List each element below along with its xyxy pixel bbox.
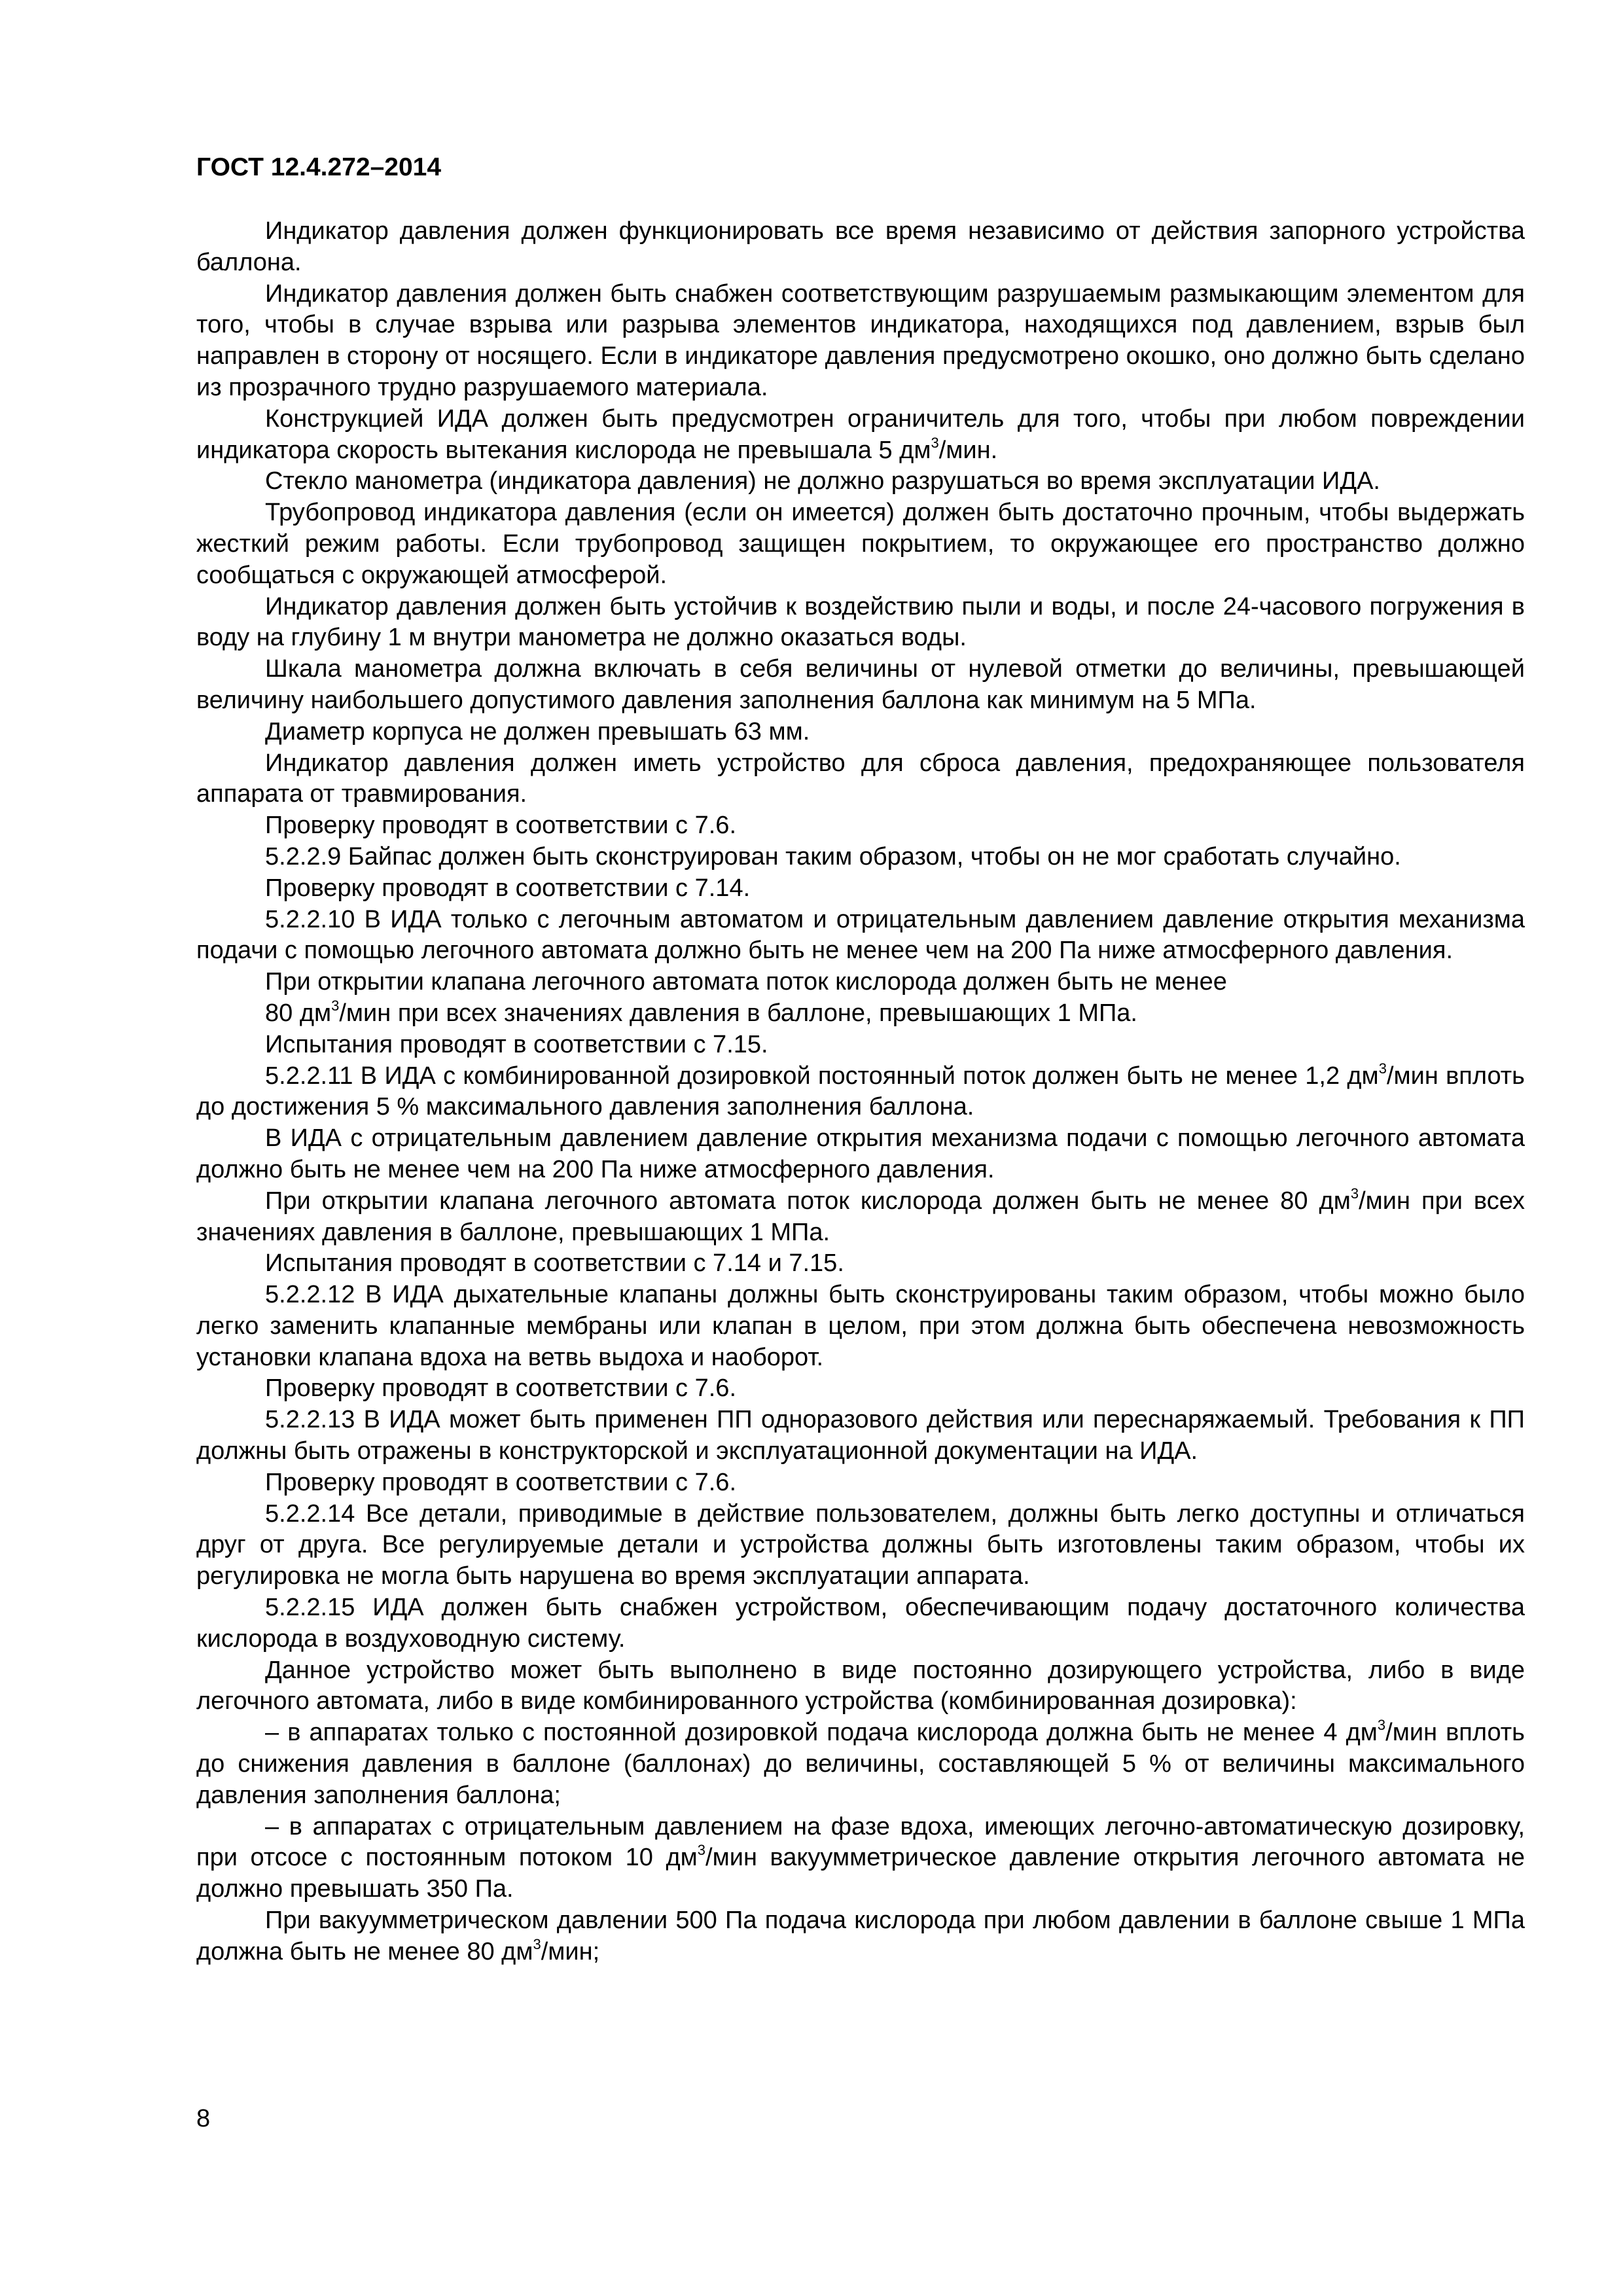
body-paragraph: 5.2.2.14 Все детали, приводимые в действие пользователем, должны быть легко доступны и отличаться друг от друга. Все регулируемые детали и устройства должны быть изготовлены таким образом, чтобы их регулировка не могла быть нарушена во время эксплуатации аппарата.	[196, 1499, 1525, 1590]
superscript-cubed: 3	[1378, 1060, 1387, 1077]
paragraph-text: /мин вплоть до достижения 5 % максимального давления заполнения баллона.	[196, 1062, 1525, 1121]
body-paragraph: 5.2.2.12 В ИДА дыхательные клапаны должны быть сконструированы таким образом, чтобы можно было легко заменить клапанные мембраны или клапан в целом, при этом должна быть обеспечена невозможность установки клапана вдоха на ветвь выдоха и наоборот.	[196, 1281, 1525, 1371]
paragraph-text: /мин при всех значениях давления в баллоне, превышающих 1 МПа.	[339, 999, 1137, 1027]
body-paragraph: Проверку проводят в соответствии с 7.14.	[265, 874, 751, 902]
body-paragraph: Стекло манометра (индикатора давления) не должно разрушаться во время эксплуатации ИДА.	[265, 467, 1380, 495]
body-paragraph: Проверку проводят в соответствии с 7.6.	[265, 1374, 736, 1403]
body-paragraph: 5.2.2.15 ИДА должен быть снабжен устройством, обеспечивающим подачу достаточного количества кислорода в воздуховодную систему.	[196, 1594, 1525, 1653]
document-body	[196, 216, 1525, 1968]
body-paragraph	[196, 998, 1525, 1030]
body-paragraph	[196, 1905, 1525, 1968]
body-paragraph: Проверку проводят в соответствии с 7.6.	[265, 812, 736, 840]
superscript-cubed: 3	[931, 434, 939, 451]
superscript-cubed: 3	[1350, 1185, 1359, 1202]
superscript-cubed: 3	[697, 1842, 706, 1859]
paragraph-text: /мин вплоть до снижения давления в баллоне (баллонах) до величины, составляющей 5 % от величины максимального давления заполнения баллона;	[196, 1719, 1525, 1809]
body-paragraph: 5.2.2.13 В ИДА может быть применен ПП одноразового действия или переснаряжаемый. Требования к ПП должны быть отражены в конструкторской и эксплуатационной документации на ИДА.	[196, 1406, 1525, 1465]
body-paragraph: Диаметр корпуса не должен превышать 63 мм.	[265, 717, 810, 745]
paragraph-text: /мин.	[938, 436, 998, 464]
body-paragraph: При открытии клапана легочного автомата поток кислорода должен быть не менее	[265, 968, 1227, 996]
body-paragraph	[196, 1812, 1525, 1905]
body-paragraph: Индикатор давления должен функционировать все время независимо от действия запорного устройства баллона.	[196, 217, 1525, 276]
body-paragraph: Данное устройство может быть выполнено в виде постоянно дозирующего устройства, либо в виде легочного автомата, либо в виде комбинированного устройства (комбинированная дозировка):	[196, 1656, 1525, 1715]
body-paragraph	[196, 1717, 1525, 1811]
body-paragraph: Шкала манометра должна включать в себя величины от нулевой отметки до величины, превышающей величину наибольшего допустимого давления заполнения баллона как минимум на 5 МПа.	[196, 655, 1525, 714]
body-paragraph: В ИДА с отрицательным давлением давление открытия механизма подачи с помощью легочного автомата должно быть не менее чем на 200 Па ниже атмосферного давления.	[196, 1124, 1525, 1183]
body-paragraph: Проверку проводят в соответствии с 7.6.	[265, 1468, 736, 1496]
paragraph-text: При открытии клапана легочного автомата поток кислорода должен быть не менее 80 дм	[265, 1187, 1351, 1215]
body-paragraph: Индикатор давления должен иметь устройство для сброса давления, предохраняющее пользователя аппарата от травмирования.	[196, 749, 1525, 808]
paragraph-text: При вакуумметрическом давлении 500 Па подача кислорода при любом давлении в баллоне свыше 1 МПа должна быть не менее 80 дм	[196, 1907, 1525, 1965]
body-paragraph: Индикатор давления должен быть снабжен соответствующим разрушаемым размыкающим элементом для того, чтобы в случае взрыва или разрыва элементов индикатора, находящихся под давлением, взрыв был направлен в сторону от носящего. Если в индикаторе давления предусмотрено окошко, оно должно быть сделано из прозрачного трудно разрушаемого материала.	[196, 279, 1525, 401]
paragraph-text: /мин;	[541, 1937, 600, 1965]
body-paragraph: Испытания проводят в соответствии с 7.15.	[265, 1030, 768, 1058]
paragraph-text: – в аппаратах только с постоянной дозировкой подача кислорода должна быть не менее 4 дм	[265, 1719, 1378, 1747]
body-paragraph	[196, 404, 1525, 467]
paragraph-text: /мин при всех значениях давления в баллоне, превышающих 1 МПа.	[196, 1187, 1525, 1246]
superscript-cubed: 3	[331, 997, 340, 1014]
paragraph-text: Конструкцией ИДА должен быть предусмотрен ограничитель для того, чтобы при любом повреждении индикатора скорость вытекания кислорода не превышала 5 дм	[196, 404, 1525, 464]
body-paragraph: Индикатор давления должен быть устойчив к воздействию пыли и воды, и после 24-часового погружения в воду на глубину 1 м внутри манометра не должно оказаться воды.	[196, 592, 1525, 652]
document-page	[196, 0, 1525, 2296]
superscript-cubed: 3	[533, 1935, 541, 1952]
paragraph-text: /мин вакуумметрическое давление открытия легочного автомата не должно превышать 350 Па.	[196, 1844, 1525, 1903]
body-paragraph	[196, 1186, 1525, 1249]
body-paragraph: 5.2.2.10 В ИДА только с легочным автоматом и отрицательным давлением давление открытия механизма подачи с помощью легочного автомата должно быть не менее чем на 200 Па ниже атмосферного давления.	[196, 905, 1525, 965]
superscript-cubed: 3	[1377, 1717, 1386, 1734]
page-number: 8	[196, 2105, 211, 2132]
body-paragraph: Испытания проводят в соответствии с 7.14 и 7.15.	[265, 1249, 844, 1278]
body-paragraph: 5.2.2.9 Байпас должен быть сконструирован таким образом, чтобы он не мог сработать случайно.	[265, 842, 1401, 870]
paragraph-text: – в аппаратах с отрицательным давлением на фазе вдоха, имеющих легочно-автоматическую дозировку, при отсосе с постоянным потоком 10 дм	[196, 1812, 1525, 1872]
document-header: ГОСТ 12.4.272–2014	[196, 153, 442, 181]
paragraph-text: 80 дм	[265, 999, 332, 1027]
body-paragraph: Трубопровод индикатора давления (если он имеется) должен быть достаточно прочным, чтобы выдержать жесткий режим работы. Если трубопровод защищен покрытием, то окружающее его пространство должно сообщаться с окружающей атмосферой.	[196, 499, 1525, 589]
body-paragraph	[196, 1061, 1525, 1124]
paragraph-text: 5.2.2.11 В ИДА с комбинированной дозировкой постоянный поток должен быть не менее 1,2 дм	[265, 1062, 1379, 1090]
